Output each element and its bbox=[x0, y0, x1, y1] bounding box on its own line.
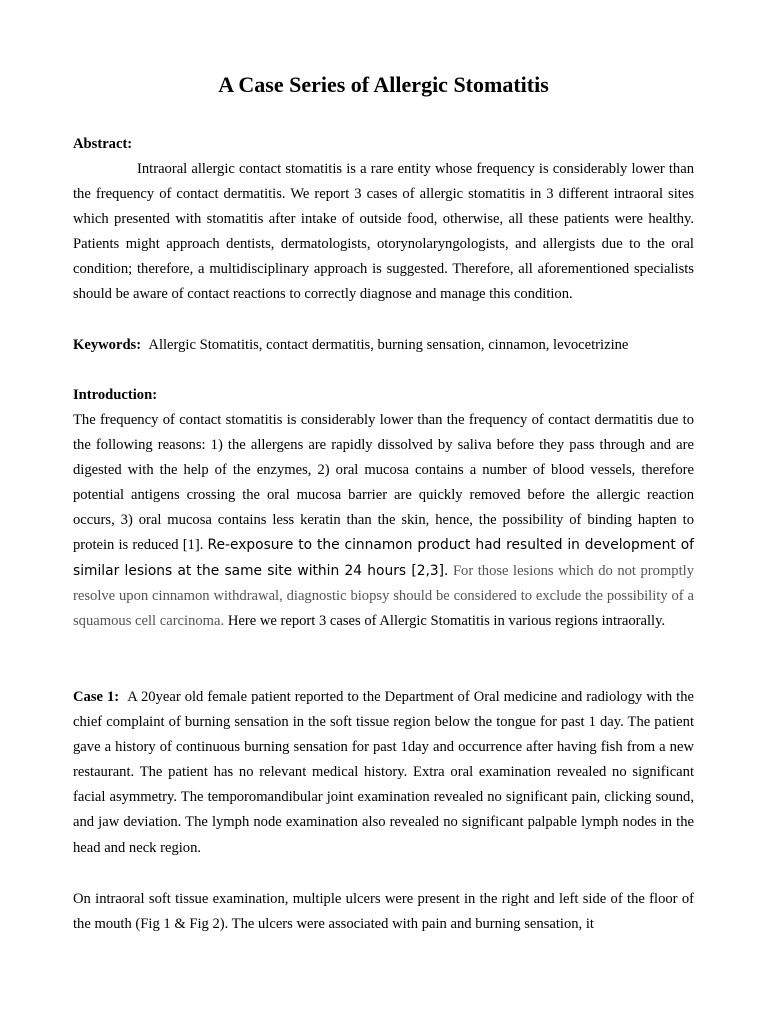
paper-title: A Case Series of Allergic Stomatitis bbox=[218, 72, 549, 97]
keywords-text: Allergic Stomatitis, contact dermatitis, burning sensation, cinnamon, levocetrizine bbox=[148, 337, 629, 353]
intro-text-part4: Here we report 3 cases of Allergic Stomatitis in various regions intraorally. bbox=[227, 612, 666, 629]
case1-label: Case 1: bbox=[73, 689, 120, 705]
case1-text: A 20year old female patient reported to the Department of Oral medicine and radiology with the chief complaint of burning sensation in the soft tissue region below the tongue for past 1 day. The patient gave a history of continuous burning sensation for past 1day and occurrence after having fish from a new restaurant. The patient has no relevant medical history. Extra oral examination revealed no significant facial asymmetry. The temporomandibular joint examination revealed no significant pain, clicking sound, and jaw deviation. The lymph node examination also revealed no significant palpable lymph nodes in the head and neck region. bbox=[73, 689, 695, 856]
introduction-heading: Introduction: bbox=[73, 387, 158, 403]
intro-text-part1: The frequency of contact stomatitis is considerably lower than the frequency of contact dermatitis due to the following reasons: 1) the allergens are rapidly dissolved by saliva before they pass through and are digested with the help of the enzymes, 2) oral mucosa contains a number of blood vessels, therefore potential antigens crossing the oral mucosa barrier are quickly removed before the allergic reaction occurs, 3) oral mucosa contains less keratin than the skin, hence, the possibility of binding hapten to protein is reduced [1]. bbox=[73, 412, 694, 554]
intro-text-part3: For those lesions which do not promptly resolve upon cinnamon withdrawal, diagnostic biopsy should be considered to exclude the possibility of a squamous cell carcinoma. bbox=[73, 562, 694, 629]
keywords-label: Keywords: bbox=[73, 337, 142, 353]
case1-continuation-paragraph: On intraoral soft tissue examination, multiple ulcers were present in the right and left side of the floor of the mouth (Fig 1 & Fig 2). The ulcers were associated with pain and burning sensation, it bbox=[73, 891, 694, 933]
abstract-heading: Abstract: bbox=[73, 136, 133, 152]
introduction-paragraph bbox=[73, 408, 694, 634]
case1-paragraph bbox=[73, 685, 694, 861]
abstract-paragraph: Intraoral allergic contact stomatitis is a rare entity whose frequency is considerably lower than the frequency of contact dermatitis. We report 3 cases of allergic stomatitis in 3 different intraoral sites which presented with stomatitis after intake of outside food, otherwise, all these patients were healthy. Patients might approach dentists, dermatologists, otorynolaryngologists, and allergists due to the oral condition; therefore, a multidisciplinary approach is suggested. Therefore, all aforementioned specialists should be aware of contact reactions to correctly diagnose and manage this condition. bbox=[73, 161, 694, 303]
keywords-line bbox=[73, 333, 694, 358]
intro-text-part2: Re-exposure to the cinnamon product had resulted in development of similar lesions at the same site within 24 hours [2,3]. bbox=[73, 537, 694, 579]
